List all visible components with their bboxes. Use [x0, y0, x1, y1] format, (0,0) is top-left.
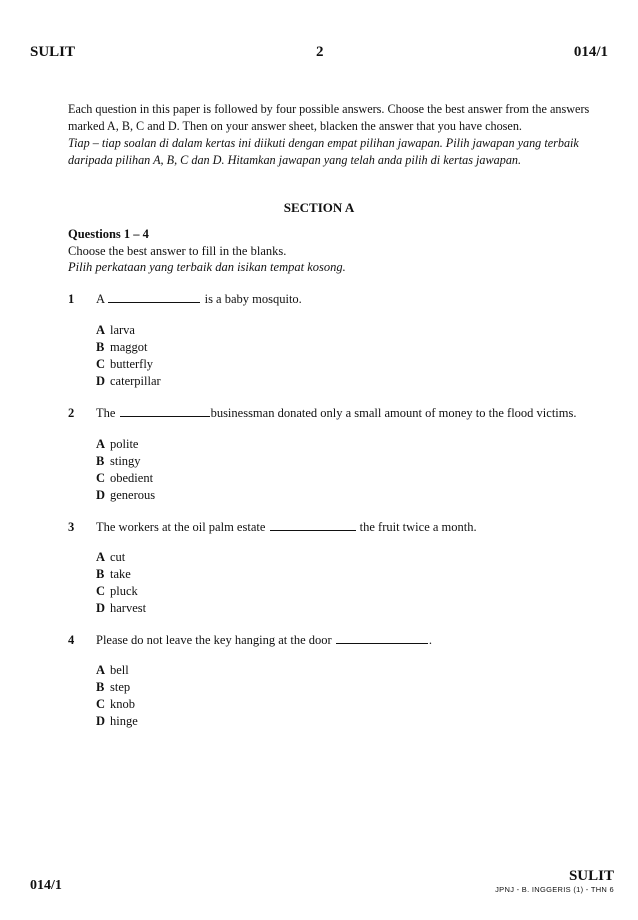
answer-blank — [108, 301, 200, 303]
option-d[interactable] — [96, 713, 138, 730]
option-text: cut — [110, 550, 126, 564]
option-letter: B — [96, 680, 105, 694]
question-number: 2 — [68, 406, 75, 420]
option-letter: C — [96, 357, 106, 371]
option-text: larva — [110, 323, 135, 337]
option-letter: C — [96, 584, 106, 598]
option-a[interactable] — [96, 322, 161, 339]
option-letter: C — [96, 471, 106, 485]
stem-before: The workers at the oil palm estate — [96, 520, 266, 534]
question-number: 4 — [68, 633, 75, 647]
option-letter: B — [96, 454, 105, 468]
option-c[interactable] — [96, 696, 138, 713]
option-a[interactable] — [96, 549, 146, 566]
option-letter: D — [96, 601, 106, 615]
question-stem — [96, 406, 576, 421]
questions-group-heading: Questions 1 – 4 — [68, 227, 149, 241]
option-text: step — [110, 680, 131, 694]
option-d[interactable] — [96, 600, 146, 617]
option-b[interactable] — [96, 679, 138, 696]
group-instruction-english: Choose the best answer to fill in the blanks. — [68, 244, 287, 258]
option-letter: A — [96, 550, 106, 564]
option-text: stingy — [110, 454, 141, 468]
answer-blank — [120, 415, 210, 417]
options-list — [96, 549, 146, 617]
option-b[interactable] — [96, 339, 161, 356]
stem-before: A — [96, 292, 105, 306]
option-letter: A — [96, 663, 106, 677]
option-text: knob — [110, 697, 135, 711]
option-c[interactable] — [96, 356, 161, 373]
answer-blank — [336, 642, 428, 644]
option-text: polite — [110, 437, 139, 451]
option-text: caterpillar — [110, 374, 161, 388]
question-number: 3 — [68, 520, 75, 534]
option-letter: D — [96, 714, 106, 728]
options-list — [96, 662, 138, 730]
option-text: obedient — [110, 471, 154, 485]
option-letter: A — [96, 437, 106, 451]
option-text: generous — [110, 488, 156, 502]
header-paper-code: 014/1 — [573, 44, 608, 60]
section-title: SECTION A — [283, 200, 355, 215]
option-a[interactable] — [96, 662, 138, 679]
option-c[interactable] — [96, 470, 155, 487]
option-text: take — [110, 567, 131, 581]
footer-code: JPNJ - B. INGGERIS (1) - THN 6 — [495, 885, 614, 894]
option-letter: A — [96, 323, 106, 337]
option-d[interactable] — [96, 373, 161, 390]
instructions-english: Each question in this paper is followed by four possible answers. Choose the best answer from the answers marked A, B, C and D. Then on your answer sheet, blacken the answer that you have chosen. — [68, 102, 590, 133]
group-instruction-malay: Pilih perkataan yang terbaik dan isikan tempat kosong. — [68, 260, 346, 274]
stem-after: the fruit twice a month. — [359, 520, 477, 534]
stem-after: businessman donated only a small amount of money to the flood victims. — [210, 406, 577, 420]
footer-right-block — [495, 868, 614, 894]
option-text: bell — [110, 663, 129, 677]
options-list — [96, 436, 155, 504]
option-text: pluck — [110, 584, 138, 598]
option-letter: D — [96, 488, 106, 502]
answer-blank — [270, 529, 356, 531]
option-b[interactable] — [96, 566, 146, 583]
option-text: hinge — [110, 714, 138, 728]
option-letter: C — [96, 697, 106, 711]
option-letter: B — [96, 567, 105, 581]
stem-before: Please do not leave the key hanging at the door — [96, 633, 332, 647]
option-c[interactable] — [96, 583, 146, 600]
question-stem — [96, 292, 302, 307]
options-list — [96, 322, 161, 390]
question-stem — [96, 520, 477, 535]
option-text: harvest — [110, 601, 147, 615]
option-text: butterfly — [110, 357, 154, 371]
option-letter: D — [96, 374, 106, 388]
page-number: 2 — [316, 44, 324, 60]
option-text: maggot — [110, 340, 148, 354]
stem-before: The — [96, 406, 116, 420]
option-letter: B — [96, 340, 105, 354]
footer-paper-code: 014/1 — [30, 878, 62, 893]
question-stem — [96, 633, 432, 648]
option-d[interactable] — [96, 487, 155, 504]
stem-after: . — [428, 633, 432, 647]
option-a[interactable] — [96, 436, 155, 453]
question-number: 1 — [68, 292, 75, 306]
stem-after: is a baby mosquito. — [204, 292, 302, 306]
instructions-malay: Tiap – tiap soalan di dalam kertas ini diikuti dengan empat pilihan jawapan. Pilih jawapan yang terbaik daripada pilihan A, B, C dan D. Hitamkan jawapan yang telah anda pilih di kertas jawapan. — [68, 136, 579, 167]
header-sulit: SULIT — [30, 44, 76, 60]
option-b[interactable] — [96, 453, 155, 470]
footer-sulit: SULIT — [568, 868, 614, 884]
